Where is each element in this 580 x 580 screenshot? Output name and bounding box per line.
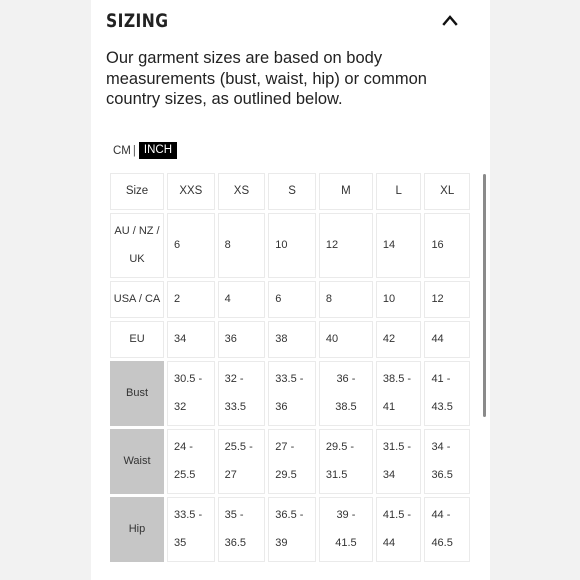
column-header: S (268, 173, 316, 210)
table-row (110, 497, 470, 562)
table-cell: 33.5 - 36 (268, 361, 316, 426)
intro-text: Our garment sizes are based on body measurements (bust, waist, hip) or common country sizes, as outlined below. (106, 49, 427, 108)
table-cell: 36.5 - 39 (268, 497, 316, 562)
table-row (110, 213, 470, 278)
table-cell: 14 (376, 213, 422, 278)
table-cell: 16 (424, 213, 470, 278)
table-row (110, 281, 470, 318)
sizing-panel (91, 0, 490, 580)
column-header: XL (424, 173, 470, 210)
row-label: Hip (110, 497, 164, 562)
size-table-container (107, 170, 483, 568)
table-cell: 41 - 43.5 (424, 361, 470, 426)
unit-inch-option[interactable]: INCH (139, 142, 177, 159)
table-cell: 35 - 36.5 (218, 497, 266, 562)
table-cell: 25.5 - 27 (218, 429, 266, 494)
table-cell: 42 (376, 321, 422, 358)
table-cell: 39 - 41.5 (319, 497, 373, 562)
table-cell: 44 - 46.5 (424, 497, 470, 562)
table-cell: 8 (319, 281, 373, 318)
table-cell: 40 (319, 321, 373, 358)
table-cell: 36 - 38.5 (319, 361, 373, 426)
column-header: XXS (167, 173, 215, 210)
row-label: USA / CA (110, 281, 164, 318)
sizing-header[interactable] (106, 8, 476, 36)
table-cell: 24 - 25.5 (167, 429, 215, 494)
table-cell: 33.5 - 35 (167, 497, 215, 562)
table-cell: 44 (424, 321, 470, 358)
table-cell: 41.5 - 44 (376, 497, 422, 562)
table-row (110, 429, 470, 494)
table-cell: 2 (167, 281, 215, 318)
table-cell: 12 (319, 213, 373, 278)
table-row (110, 321, 470, 358)
table-cell: 6 (167, 213, 215, 278)
column-header: Size (110, 173, 164, 210)
section-title: SIZING (106, 10, 169, 32)
unit-cm-option[interactable]: CM (113, 144, 131, 157)
table-row (110, 361, 470, 426)
table-cell: 38.5 - 41 (376, 361, 422, 426)
table-cell: 8 (218, 213, 266, 278)
table-cell: 12 (424, 281, 470, 318)
size-table (107, 170, 473, 565)
table-cell: 34 (167, 321, 215, 358)
unit-separator: | (132, 144, 136, 157)
chevron-up-icon[interactable] (442, 14, 458, 26)
table-cell: 30.5 - 32 (167, 361, 215, 426)
column-header: L (376, 173, 422, 210)
row-label: AU / NZ / UK (110, 213, 164, 278)
table-header-row (110, 173, 470, 210)
table-cell: 6 (268, 281, 316, 318)
row-label: EU (110, 321, 164, 358)
table-cell: 31.5 - 34 (376, 429, 422, 494)
table-cell: 27 - 29.5 (268, 429, 316, 494)
table-cell: 10 (376, 281, 422, 318)
row-label: Bust (110, 361, 164, 426)
row-label: Waist (110, 429, 164, 494)
table-scrollbar[interactable] (483, 174, 486, 417)
table-cell: 29.5 - 31.5 (319, 429, 373, 494)
table-cell: 36 (218, 321, 266, 358)
table-cell: 10 (268, 213, 316, 278)
column-header: M (319, 173, 373, 210)
column-header: XS (218, 173, 266, 210)
table-cell: 4 (218, 281, 266, 318)
table-cell: 38 (268, 321, 316, 358)
table-cell: 32 - 33.5 (218, 361, 266, 426)
table-cell: 34 - 36.5 (424, 429, 470, 494)
unit-toggle (113, 142, 177, 159)
